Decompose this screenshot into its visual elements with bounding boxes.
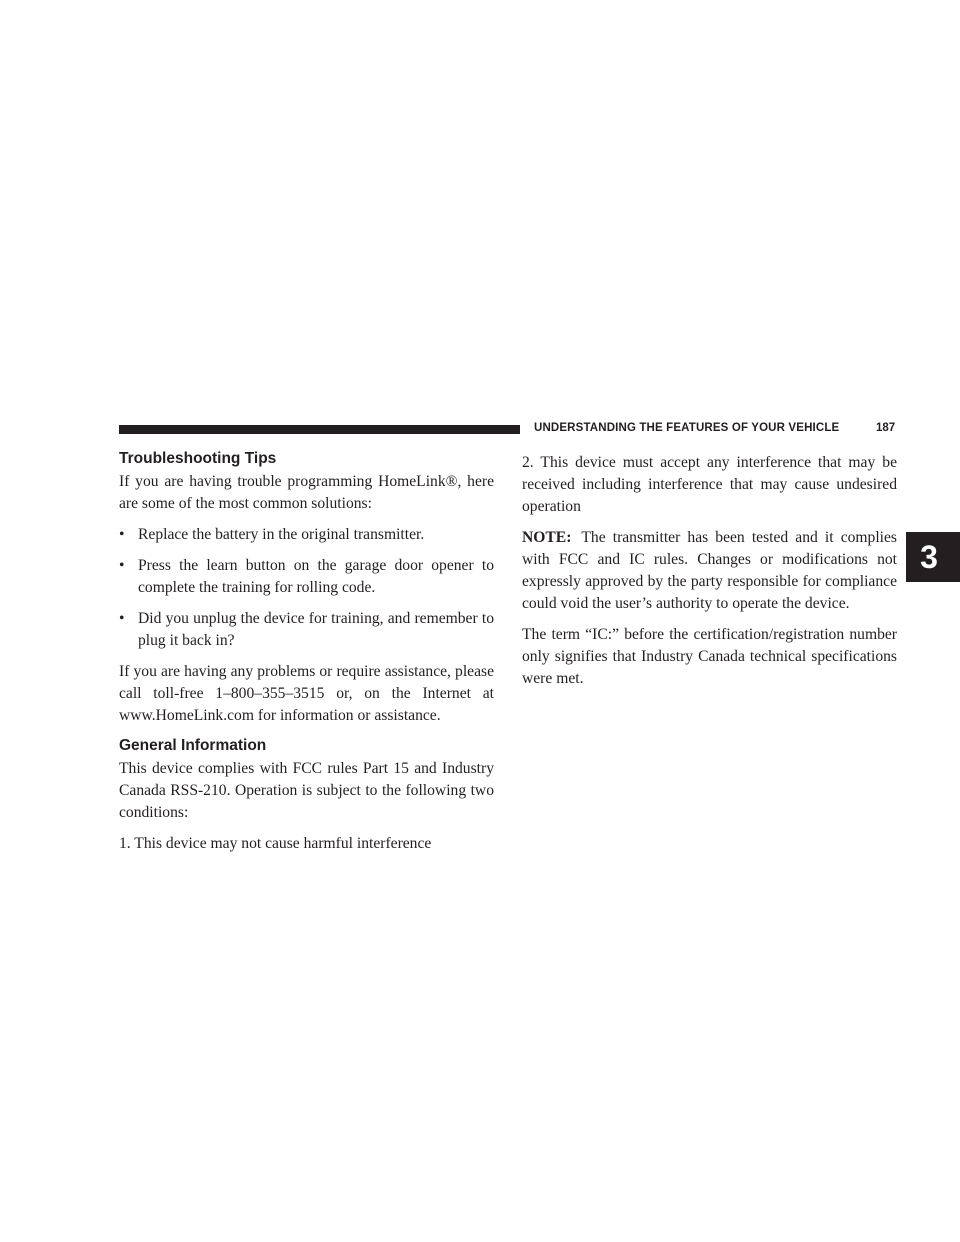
section-heading-troubleshooting: Troubleshooting Tips (119, 450, 277, 467)
bullet-text: Replace the battery in the original transmitter. (138, 526, 425, 543)
chapter-tab: 3 (906, 532, 960, 582)
bullet-text: Press the learn button on the garage door opener to complete the training for rolling code. (138, 557, 494, 596)
note-text: The transmitter has been tested and it complies with FCC and IC rules. Changes or modifications not expressly approved by the party responsible for compliance could void the user’s authority to operate the device. (522, 529, 897, 612)
left-column (119, 449, 494, 864)
bullet-dot: • (119, 526, 125, 543)
running-header-title: UNDERSTANDING THE FEATURES OF YOUR VEHICLE (534, 422, 840, 434)
bullet-text: Did you unplug the device for training, and remember to plug it back in? (138, 610, 494, 649)
assistance-paragraph: If you are having any problems or require assistance, please call toll-free 1–800–355–3515 or, on the Internet at www.HomeLink.com for information or assistance. (119, 663, 494, 724)
page-number: 187 (876, 422, 896, 434)
section-heading-general-information: General Information (119, 737, 267, 754)
condition-1: 1. This device may not cause harmful interference (119, 835, 432, 852)
note-paragraph (522, 527, 897, 615)
bullet-item (119, 555, 494, 599)
bullet-item (119, 524, 494, 546)
ic-paragraph: The term “IC:” before the certification/registration number only signifies that Industry Canada technical specifications were met. (522, 626, 897, 687)
header-rule (119, 425, 520, 434)
condition-2: 2. This device must accept any interference that may be received including interference that may cause undesired operation (522, 454, 897, 515)
general-information-text: This device complies with FCC rules Part 15 and Industry Canada RSS-210. Operation is subject to the following two conditions: (119, 760, 494, 821)
bullet-dot: • (119, 610, 125, 627)
right-column (522, 452, 897, 699)
bullet-dot: • (119, 557, 125, 574)
bullet-item (119, 608, 494, 652)
troubleshooting-intro: If you are having trouble programming HomeLink®, here are some of the most common solutions: (119, 473, 494, 512)
note-label: NOTE: (522, 529, 572, 546)
